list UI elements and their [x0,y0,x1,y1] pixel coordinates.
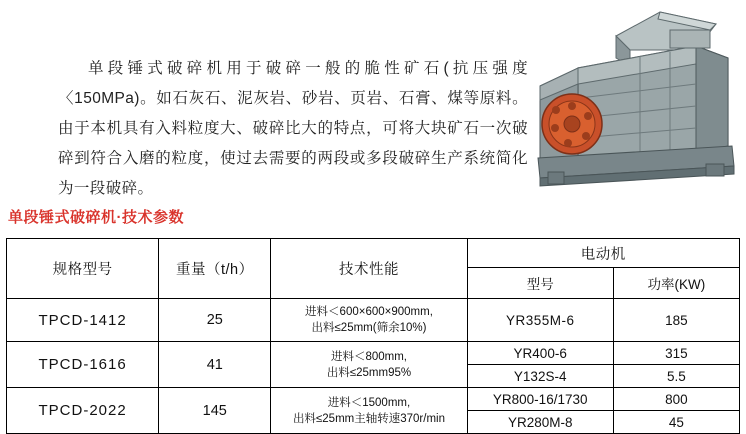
cell-weight: 41 [159,342,271,388]
cell-motor-model-group [467,388,613,434]
header-model: 规格型号 [7,239,159,299]
cell-motor-model: YR355M-6 [467,299,613,342]
cell-performance [271,342,467,388]
intro-paragraph: 单段锤式破碎机用于破碎一般的脆性矿石(抗压强度〈150MPa)。如石灰石、泥灰岩、砂岩、页岩、石膏、煤等原料。由于本机具有入料粒度大、破碎比大的特点，可将大块矿石一次破碎到符合入磨的粒度，使过去需要的两段或多段破碎生产系统简化为一段破碎。 [58,59,528,197]
cell-performance-line1: 进料＜1500mm, [327,396,411,409]
cell-motor-model: YR800-16/1730 [468,388,613,411]
crusher-illustration [520,6,742,188]
table-row [7,342,740,388]
cell-motor-model: YR280M-8 [507,414,573,430]
cell-performance [271,299,467,342]
cell-motor-power: 800 [614,388,739,411]
cell-motor-model: YR400-6 [468,342,613,365]
cell-motor-power: 315 [614,342,739,365]
spec-table [6,238,740,434]
table-row [7,299,740,342]
header-performance: 技术性能 [271,239,467,299]
header-weight: 重量（t/h） [159,239,271,299]
header-motor-power: 功率(KW) [613,268,739,299]
cell-motor-power-group [613,388,739,434]
cell-motor-power-group [613,342,739,388]
cell-model: TPCD-1616 [7,342,159,388]
cell-performance [271,388,467,434]
cell-weight: 25 [159,299,271,342]
header-motor-model: 型号 [467,268,613,299]
cell-model: TPCD-1412 [7,299,159,342]
cell-motor-model: Y132S-4 [513,368,567,384]
cell-performance-line2: 出料≤25mm95% [326,366,412,379]
table-header-row-1 [7,239,740,268]
cell-model: TPCD-2022 [7,388,159,434]
cell-weight: 145 [159,388,271,434]
cell-motor-power: 45 [668,414,684,430]
header-motor-group: 电动机 [467,239,739,268]
table-row [7,388,740,434]
cell-motor-power: 5.5 [667,368,686,384]
cell-performance-line1: 进料＜600×600×900mm, [305,306,433,318]
section-title: 单段锤式破碎机·技术参数 [8,209,184,226]
cell-performance-line2: 出料≤25mm主轴转速370r/min [292,412,445,425]
intro-section [0,0,746,196]
cell-motor-model-group [467,342,613,388]
cell-motor-power: 185 [613,299,739,342]
cell-performance-line2: 出料≤25mm(筛余10%) [311,322,427,334]
cell-performance-line1: 进料＜800mm, [330,350,407,363]
